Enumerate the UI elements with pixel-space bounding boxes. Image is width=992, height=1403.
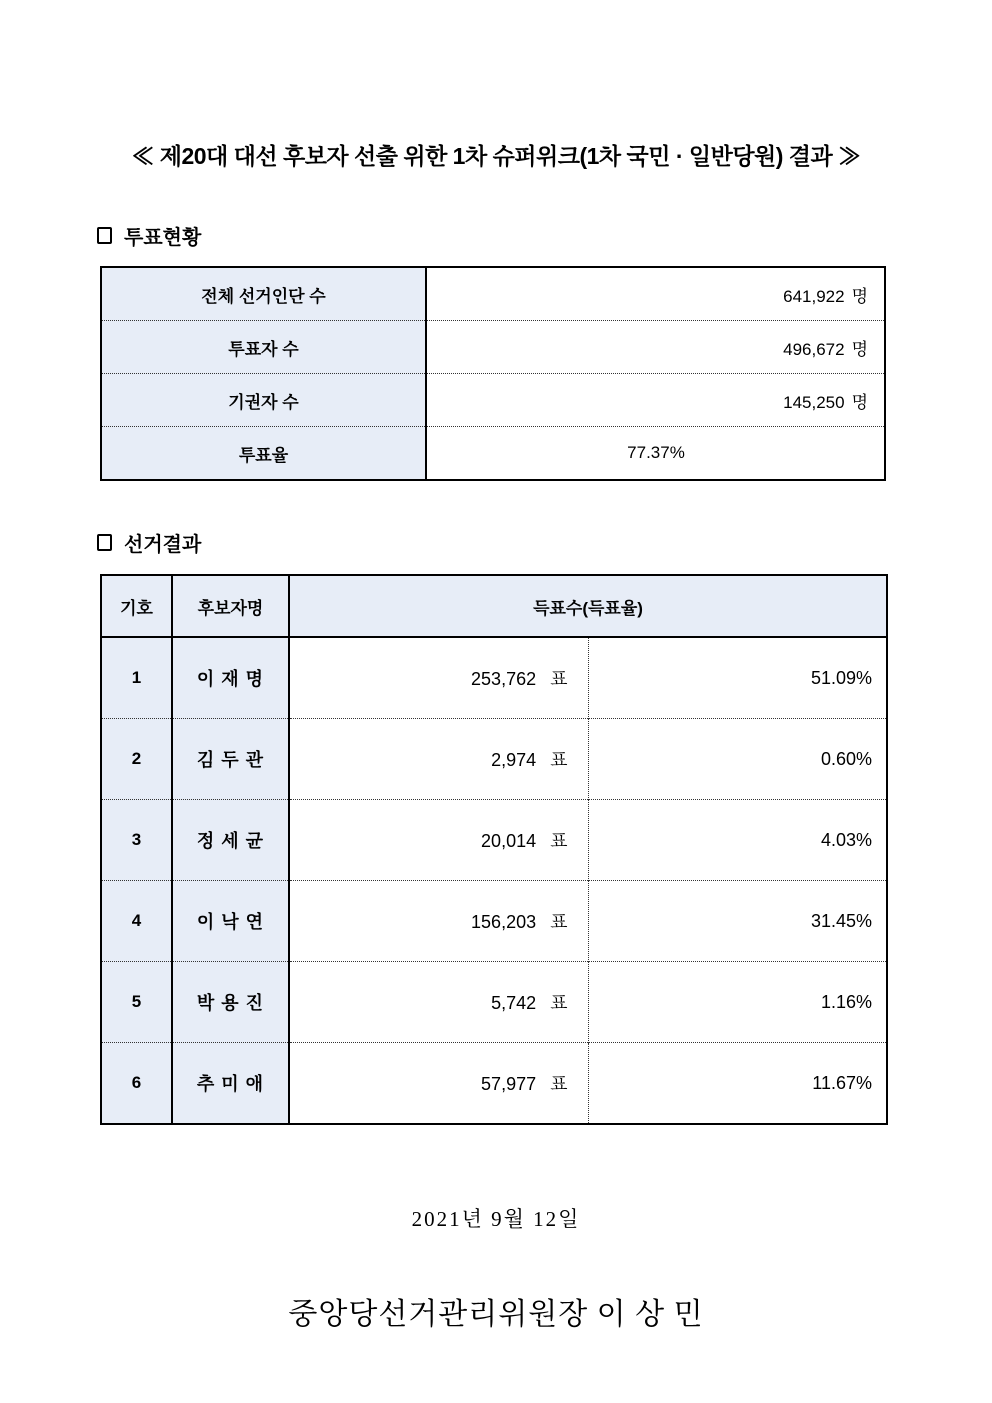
candidate-number: 2 [101,719,172,800]
vote-number: 253,762 [471,669,537,689]
table-row [101,374,885,427]
value-unit: 명 [851,286,868,306]
table-row [101,719,887,800]
value-number: 496,672 [783,339,845,359]
row-value [426,321,885,374]
vote-percentage: 1.16% [588,962,887,1043]
table-row [101,321,885,374]
table-row [101,637,887,719]
row-value [426,427,885,481]
candidate-number: 4 [101,881,172,962]
voting-status-table [100,266,886,481]
value-unit: 명 [851,392,868,412]
vote-number: 5,742 [491,993,537,1013]
vote-unit: 표 [550,750,568,770]
column-header-name: 후보자명 [172,575,289,637]
vote-count [289,800,588,881]
candidate-name: 정 세 균 [172,800,289,881]
signature-line: 중앙당선거관리위원장 이 상 민 [288,1298,704,1331]
vote-percentage: 0.60% [588,719,887,800]
value-number: 641,922 [783,286,845,306]
table-row [101,1043,887,1125]
table-row [101,427,885,481]
value-unit: 명 [851,339,868,359]
candidate-name: 박 용 진 [172,962,289,1043]
vote-count [289,881,588,962]
vote-number: 20,014 [481,831,537,851]
square-bullet-icon [97,227,112,244]
vote-number: 57,977 [481,1074,537,1094]
table-row [101,962,887,1043]
row-label: 기권자 수 [101,374,426,427]
row-value [426,267,885,321]
vote-number: 156,203 [471,912,537,932]
section-heading-label: 선거결과 [124,534,202,556]
table-row [101,267,885,321]
section-heading-voting-status [97,221,992,250]
candidate-name: 김 두 관 [172,719,289,800]
row-label: 투표율 [101,427,426,481]
vote-percentage: 31.45% [588,881,887,962]
vote-count [289,962,588,1043]
page-title: ≪ 제20대 대선 후보자 선출 위한 1차 슈퍼위크(1차 국민 · 일반당원) 결과 ≫ [131,143,861,169]
candidate-number: 5 [101,962,172,1043]
vote-unit: 표 [550,669,568,689]
vote-count [289,719,588,800]
vote-percentage: 51.09% [810,667,873,688]
candidate-name: 이 재 명 [172,637,289,719]
candidate-name: 이 낙 연 [172,881,289,962]
vote-count [289,1043,588,1125]
candidate-number: 6 [101,1043,172,1125]
candidate-number: 1 [101,637,172,719]
vote-percentage: 4.03% [588,800,887,881]
candidate-number: 3 [101,800,172,881]
vote-unit: 표 [550,831,568,851]
square-bullet-icon [97,534,112,551]
row-label: 투표자 수 [101,321,426,374]
table-header-row [101,575,887,637]
vote-unit: 표 [550,912,568,932]
document-date: 2021년 9월 12일 [411,1207,581,1231]
vote-unit: 표 [550,1074,568,1094]
value-number: 77.37% [627,443,685,462]
vote-count [289,637,588,719]
vote-unit: 표 [550,993,568,1013]
row-label: 전체 선거인단 수 [101,267,426,321]
table-row [101,800,887,881]
election-results-table [100,574,888,1125]
candidate-name: 추 미 애 [172,1043,289,1125]
row-value [426,374,885,427]
vote-number: 2,974 [491,750,537,770]
column-header-votes: 득표수(득표율) [289,575,887,637]
vote-percentage: 11.67% [588,1043,887,1125]
column-header-no: 기호 [101,575,172,637]
section-heading-label: 투표현황 [124,227,202,249]
table-row [101,881,887,962]
value-number: 145,250 [783,392,845,412]
section-heading-election-results [97,528,992,557]
